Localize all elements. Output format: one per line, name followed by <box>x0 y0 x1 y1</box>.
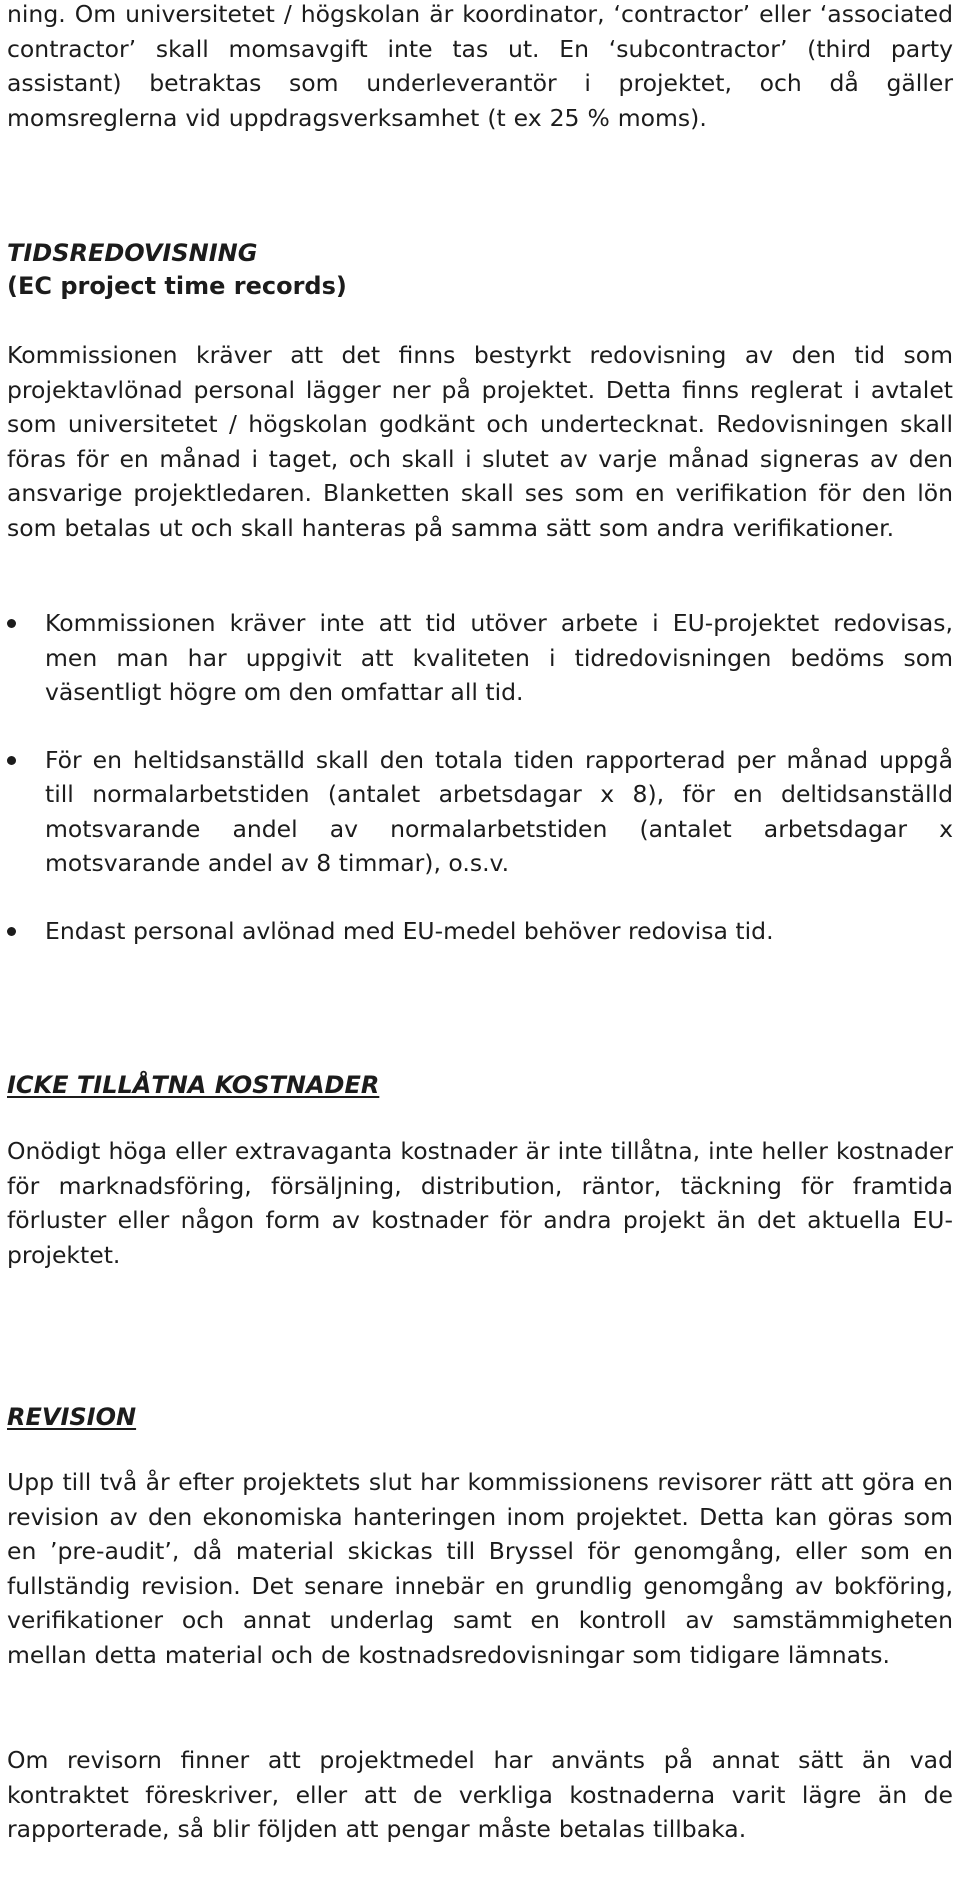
revision-paragraph-2: Om revisorn finner att projektmedel har använts på annat sätt än vad kontraktet föreskriver, eller att de verkliga kostnaderna varit lägre än de rapporterade, så blir följden att pengar måste betalas tillbaka. <box>7 1746 953 1843</box>
time-records-paragraph: Kommissionen kräver att det finns bestyrkt redovisning av den tid som projektavlönad personal lägger ner på projektet. Detta finns reglerat i avtalet som universitetet / högskolan godkänt och undertecknat. Redovisningen skall föras för en månad i taget, och skall i slutet av varje månad signeras av den ansvarige projektledaren. Blanketten skall ses som en verifikation för den lön som betalas ut och skall hanteras på samma sätt som andra verifikationer. <box>7 341 953 542</box>
bullet-dot <box>7 756 16 765</box>
bullet-text: Kommissionen kräver inte att tid utöver arbete i EU-projektet redovisas, men man har uppgivit att kvaliteten i tidredovisningen bedöms som väsentligt högre om den omfattar all tid. <box>45 609 953 706</box>
time-records-title: TIDSREDOVISNING <box>7 239 258 267</box>
bullet-dot <box>7 619 16 628</box>
bullet-text: Endast personal avlönad med EU-medel behöver redovisa tid. <box>45 916 774 945</box>
time-records-subtitle: (EC project time records) <box>7 272 347 300</box>
disallowed-costs-paragraph: Onödigt höga eller extravaganta kostnader är inte tillåtna, inte heller kostnader för marknadsföring, försäljning, distribution, räntor, täckning för framtida förluster eller någon form av kostnader för andra projekt än det aktuella EU-projektet. <box>7 1137 953 1269</box>
time-records-bullet-list <box>7 606 953 948</box>
time-records-heading <box>7 237 347 303</box>
bullet-item <box>7 914 953 949</box>
bullet-dot <box>7 927 16 936</box>
revision-heading <box>7 1401 136 1434</box>
revision-title: REVISION <box>7 1403 137 1431</box>
bullet-text: För en heltidsanställd skall den totala tiden rapporterad per månad uppgå till normalarbetstiden (antalet arbetsdagar x 8), för en deltidsanställd motsvarande andel av normalarbetstiden (antalet arbetsdagar x motsvarande andel av 8 timmar), o.s.v. <box>45 745 953 877</box>
revision-paragraph-1: Upp till två år efter projektets slut har kommissionens revisorer rätt att göra en revision av den ekonomiska hanteringen inom projektet. Detta kan göras som en ’pre-audit’, då material skickas till Bryssel för genomgång, eller som en fullständig revision. Det senare innebär en grundlig genomgång av bokföring, verifikationer och annat underlag samt en kontroll av samstämmigheten mellan detta material och de kostnadsredovisningar som tidigare lämnats. <box>7 1468 953 1669</box>
bullet-item <box>7 606 953 710</box>
disallowed-costs-heading <box>7 1069 379 1102</box>
disallowed-costs-title: ICKE TILLÅTNA KOSTNADER <box>7 1071 380 1099</box>
bullet-item <box>7 743 953 881</box>
intro-paragraph: ning. Om universitetet / högskolan är koordinator, ‘contractor’ eller ‘associated contractor’ skall momsavgift inte tas ut. En ‘subcontractor’ (third party assistant) betraktas som underleverantör i projektet, och då gäller momsreglerna vid uppdragsverksamhet (t ex 25 % moms). <box>7 0 953 132</box>
